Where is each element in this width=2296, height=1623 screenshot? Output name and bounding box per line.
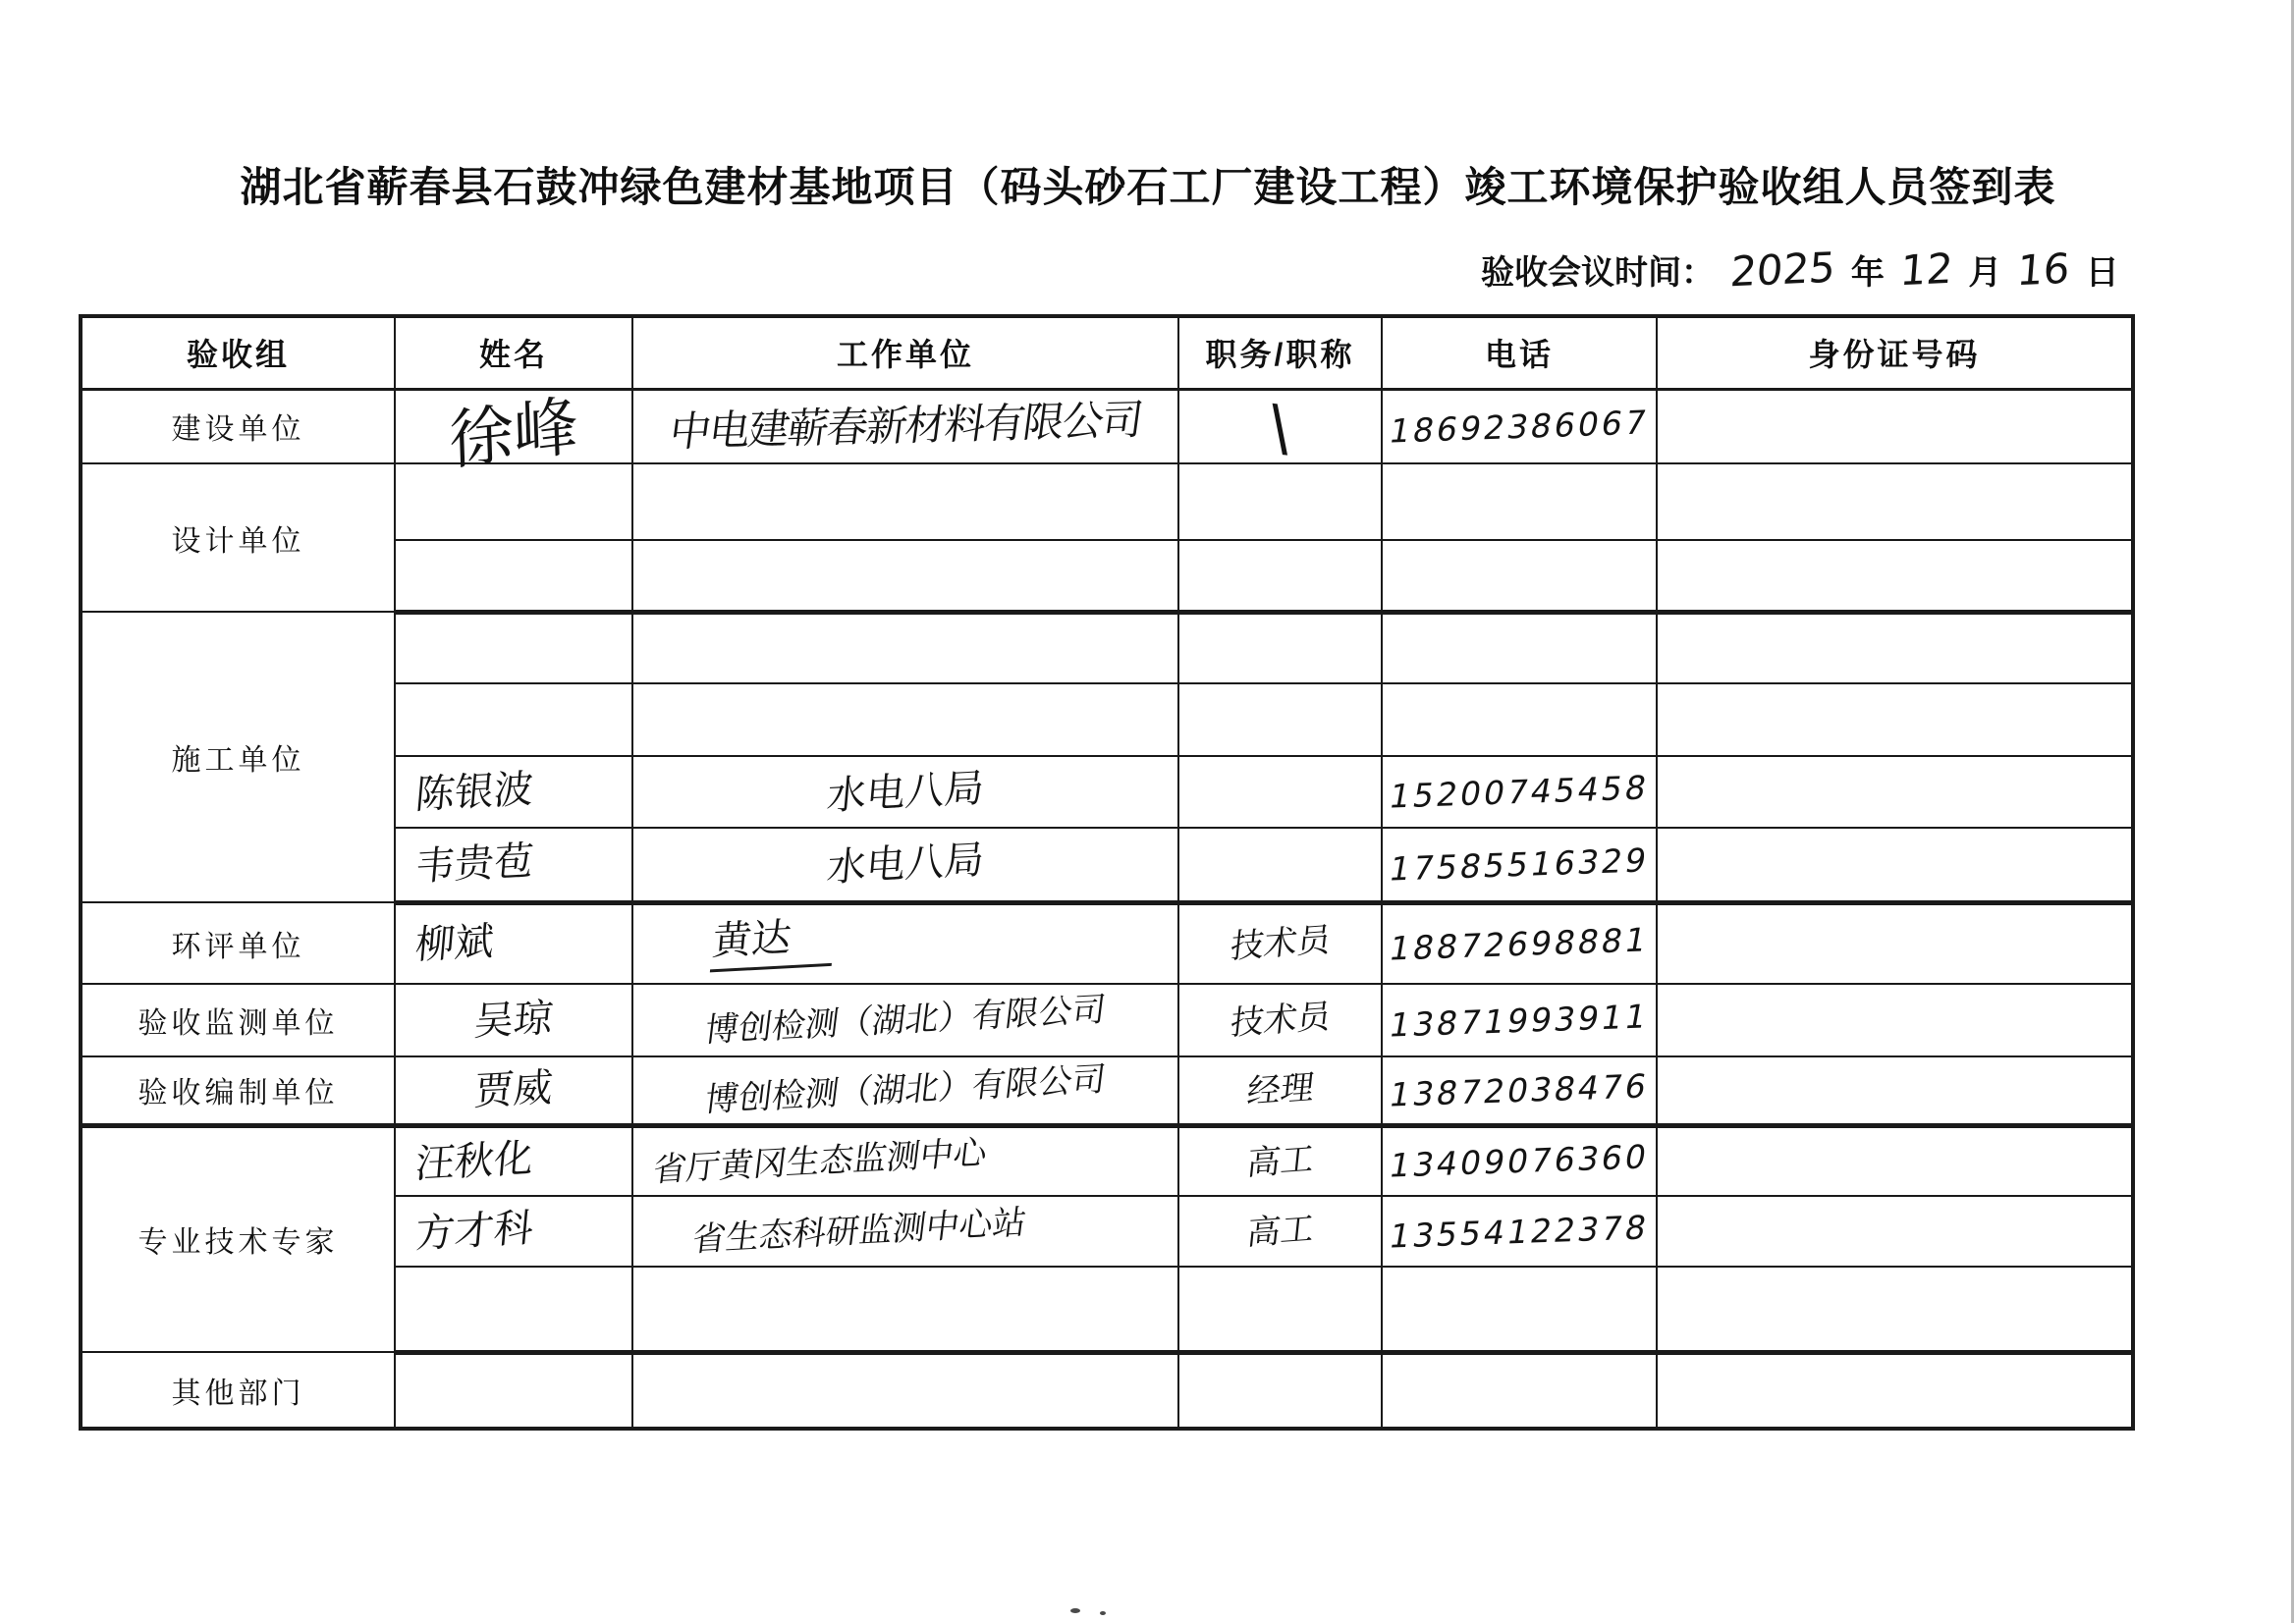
handwritten-title: 技术员 (1228, 997, 1333, 1044)
group-label: 验收编制单位 (137, 1077, 339, 1110)
phone-cell (1382, 463, 1657, 540)
handwritten-name: 方才科 (413, 1205, 535, 1258)
handwritten-unit: 省生态科研监测中心站 (689, 1202, 1029, 1261)
group-label: 环评单位 (171, 930, 305, 963)
unit-cell (632, 389, 1178, 463)
handwritten-phone: 15200745458 (1386, 768, 1653, 816)
unit-cell (632, 902, 1178, 984)
handwritten-unit: 博创检测（湖北）有限公司 (702, 1059, 1109, 1121)
handwritten-title: 技术员 (1228, 920, 1333, 968)
phone-cell (1382, 1267, 1657, 1352)
day-unit-label: 日 (2085, 254, 2119, 292)
title-cell (1178, 1352, 1382, 1429)
title-cell (1178, 902, 1382, 984)
handwritten-unit: 博创检测（湖北）有限公司 (702, 990, 1109, 1051)
table-row (81, 1352, 2133, 1429)
title-cell (1178, 1125, 1382, 1196)
handwritten-phone: 13554122378 (1386, 1207, 1653, 1256)
title-cell (1178, 756, 1382, 828)
scan-speck (1100, 1611, 1106, 1615)
name-cell (395, 1196, 632, 1267)
idno-cell (1657, 902, 2133, 984)
idno-cell (1657, 612, 2133, 683)
header-name: 姓名 (395, 316, 632, 389)
group-label: 设计单位 (171, 524, 305, 558)
month-unit-label: 月 (1968, 254, 2002, 292)
idno-cell (1657, 756, 2133, 828)
scanner-edge-artifact (2291, 0, 2294, 1623)
table-row (81, 902, 2133, 984)
idno-cell (1657, 1267, 2133, 1352)
group-label: 施工单位 (171, 744, 305, 777)
phone-cell (1382, 1352, 1657, 1429)
header-validation-group: 验收组 (81, 316, 395, 389)
handwritten-phone: 18692386067 (1386, 403, 1653, 451)
page-title: 湖北省蕲春县石鼓冲绿色建材基地项目（码头砂石工厂建设工程）竣工环境保护验收组人员签到表 (240, 164, 2056, 210)
group-label-cell (81, 902, 395, 984)
name-cell (395, 388, 632, 480)
handwritten-title: 高工 (1244, 1209, 1316, 1254)
meeting-time-line (1481, 243, 2119, 297)
group-label: 其他部门 (171, 1377, 305, 1410)
handwritten-name: 陈银波 (413, 766, 535, 818)
title-cell (1178, 612, 1382, 683)
unit-cell (632, 1352, 1178, 1429)
name-cell (395, 683, 632, 756)
handwritten-name: 韦贵苞 (413, 838, 535, 891)
header-work-unit: 工作单位 (632, 316, 1178, 389)
handwritten-slash-mark: \ (1266, 391, 1294, 465)
handwritten-unit: 水电八局 (825, 765, 986, 819)
unit-cell (632, 1125, 1178, 1196)
unit-cell (632, 1196, 1178, 1267)
name-cell (395, 612, 632, 683)
handwritten-title: 高工 (1244, 1139, 1316, 1184)
group-label-cell (81, 1125, 395, 1352)
name-cell (395, 463, 632, 540)
name-cell (395, 1125, 632, 1196)
phone-cell (1382, 1056, 1657, 1125)
group-label: 建设单位 (171, 413, 305, 447)
title-cell (1178, 540, 1382, 612)
name-cell (395, 902, 632, 984)
phone-cell (1382, 902, 1657, 984)
idno-cell (1657, 1352, 2133, 1429)
table-row (81, 389, 2133, 463)
handwritten-name: 柳斌 (413, 919, 496, 969)
idno-cell (1657, 828, 2133, 902)
phone-cell (1382, 683, 1657, 756)
idno-cell (1657, 463, 2133, 540)
unit-cell (632, 756, 1178, 828)
title-cell (1178, 463, 1382, 540)
phone-cell (1382, 389, 1657, 463)
header-position: 职务/职称 (1178, 316, 1382, 389)
group-label-cell (81, 1352, 395, 1429)
table-row (81, 612, 2133, 683)
title-cell (1178, 1267, 1382, 1352)
idno-cell (1657, 1056, 2133, 1125)
meeting-day-value: 16 (2015, 243, 2072, 296)
handwritten-phone: 17585516329 (1386, 840, 1653, 889)
phone-cell (1382, 540, 1657, 612)
idno-cell (1657, 540, 2133, 612)
phone-cell (1382, 984, 1657, 1056)
title-cell (1178, 1056, 1382, 1125)
group-label: 专业技术专家 (137, 1226, 339, 1260)
title-cell (1178, 389, 1382, 463)
unit-cell (632, 683, 1178, 756)
handwritten-name: 汪秋化 (413, 1135, 535, 1188)
group-label-cell (81, 612, 395, 902)
idno-cell (1657, 1125, 2133, 1196)
unit-cell (632, 828, 1178, 902)
handwritten-unit: 中电建蕲春新材料有限公司 (666, 395, 1145, 457)
unit-cell (632, 463, 1178, 540)
group-label-cell (81, 463, 395, 612)
table-row (81, 1125, 2133, 1196)
phone-cell (1382, 828, 1657, 902)
phone-cell (1382, 756, 1657, 828)
idno-cell (1657, 389, 2133, 463)
handwritten-name: 吴琼 (472, 995, 555, 1046)
handwritten-name: 徐峰 (448, 388, 579, 480)
group-label-cell (81, 389, 395, 463)
name-cell (395, 984, 632, 1056)
title-cell (1178, 828, 1382, 902)
handwritten-phone: 13871993911 (1386, 996, 1653, 1045)
handwritten-phone: 13872038476 (1386, 1066, 1653, 1114)
unit-cell (632, 984, 1178, 1056)
table-row (81, 984, 2133, 1056)
group-label-cell (81, 1056, 395, 1125)
idno-cell (1657, 683, 2133, 756)
meeting-time-label: 验收会议时间： (1481, 254, 1715, 292)
title-cell (1178, 1196, 1382, 1267)
phone-cell (1382, 1196, 1657, 1267)
title-cell (1178, 984, 1382, 1056)
idno-cell (1657, 1196, 2133, 1267)
group-label-cell (81, 984, 395, 1056)
idno-cell (1657, 984, 2133, 1056)
handwritten-name: 贾威 (472, 1065, 555, 1115)
name-cell (395, 756, 632, 828)
table-row (81, 1056, 2133, 1125)
name-cell (395, 1056, 632, 1125)
unit-cell (632, 1056, 1178, 1125)
handwritten-unit: 水电八局 (825, 837, 986, 892)
unit-cell (632, 1267, 1178, 1352)
handwritten-phone: 18872698881 (1386, 920, 1653, 968)
handwritten-unit: 省厅黄冈生态监测中心 (650, 1132, 990, 1190)
year-unit-label: 年 (1850, 254, 1885, 292)
handwritten-phone: 13409076360 (1386, 1137, 1653, 1185)
unit-cell (632, 612, 1178, 683)
phone-cell (1382, 1125, 1657, 1196)
header-phone: 电话 (1382, 316, 1657, 389)
handwritten-title: 经理 (1244, 1067, 1316, 1112)
meeting-year-value: 2025 (1728, 243, 1837, 297)
handwritten-unit: 黄达 (710, 915, 836, 972)
name-cell (395, 828, 632, 902)
name-cell (395, 540, 632, 612)
meeting-month-value: 12 (1898, 243, 1955, 296)
table-row (81, 463, 2133, 540)
title-cell (1178, 683, 1382, 756)
name-cell (395, 1267, 632, 1352)
name-cell (395, 1352, 632, 1429)
header-id-number: 身份证号码 (1657, 316, 2133, 389)
sign-in-table (79, 314, 2135, 1431)
header-row (81, 316, 2133, 389)
unit-cell (632, 540, 1178, 612)
group-label: 验收监测单位 (137, 1007, 339, 1040)
phone-cell (1382, 612, 1657, 683)
scan-speck (1070, 1608, 1080, 1613)
